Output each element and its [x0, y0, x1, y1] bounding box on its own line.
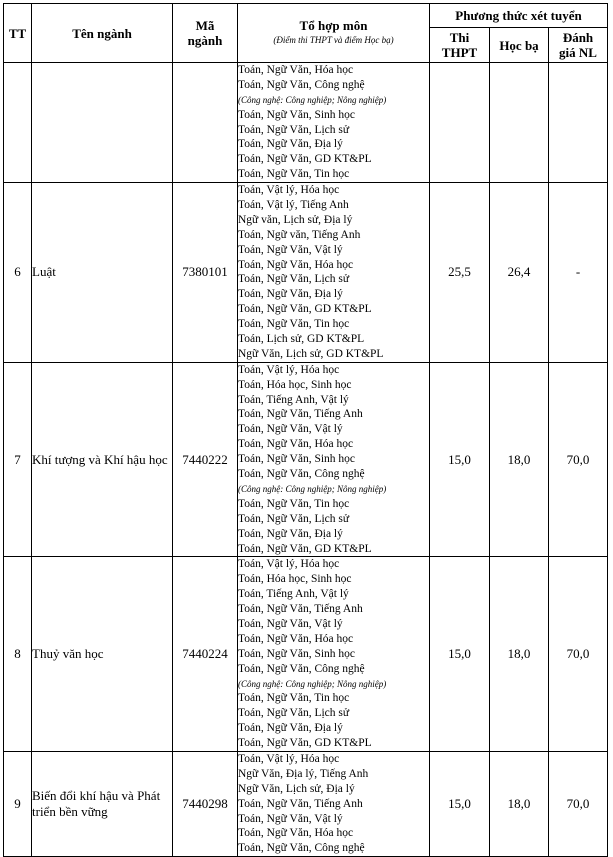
subject-combination: Toán, Ngữ văn, Tiếng Anh: [238, 228, 361, 241]
subject-combination: Toán, Ngữ Văn, Hóa học: [238, 632, 354, 645]
subject-combination: Toán, Ngữ Văn, Tiếng Anh: [238, 408, 363, 421]
major-name: Biến đổi khí hậu và Phát triển bền vững: [32, 751, 173, 856]
subject-combination: Toán, Ngữ Văn, Lịch sử: [238, 123, 350, 136]
score-dgnl: [549, 63, 608, 183]
admission-table: [3, 3, 608, 857]
header-tt: TT: [4, 4, 32, 63]
subject-combination: Toán, Vật lý, Hóa học: [238, 363, 340, 376]
subject-combination: Toán, Ngữ Văn, Hóa học: [238, 438, 354, 451]
subject-combination: Toán, Ngữ Văn, Lịch sử: [238, 273, 350, 286]
subject-combination: Toán, Ngữ Văn, Sinh học: [238, 108, 356, 121]
major-code: [173, 63, 238, 183]
subject-combination: Toán, Tiếng Anh, Vật lý: [238, 588, 349, 601]
subject-combination: Toán, Vật lý, Hóa học: [238, 752, 340, 765]
subject-combination: Toán, Ngữ Văn, Vật lý: [238, 423, 343, 436]
combination-note: (Công nghệ: Công nghiệp; Nông nghiệp): [238, 94, 387, 105]
subject-combination: Toán, Vật lý, Hóa học: [238, 558, 340, 571]
major-name: [32, 63, 173, 183]
subject-combination: Ngữ Văn, Lịch sử, Địa lý: [238, 782, 355, 795]
score-hocba: 18,0: [490, 557, 549, 752]
major-name: Luật: [32, 183, 173, 363]
subject-combination: Toán, Ngữ Văn, Tin học: [238, 497, 350, 510]
subject-combination: Ngữ văn, Lịch sử, Địa lý: [238, 213, 353, 226]
subject-combination: Toán, Ngữ Văn, GD KT&PL: [238, 737, 372, 750]
subject-combination: Toán, Ngữ Văn, Địa lý: [238, 138, 343, 151]
subject-combinations-cell: [238, 183, 430, 363]
major-code: 7380101: [173, 183, 238, 363]
subject-combination: Toán, Ngữ Văn, Lịch sử: [238, 707, 350, 720]
subject-combination: Toán, Ngữ Văn, Tin học: [238, 168, 350, 181]
subject-combination: Toán, Vật lý, Hóa học: [238, 184, 340, 197]
subject-combination: Toán, Ngữ Văn, GD KT&PL: [238, 153, 372, 166]
major-name: Khí tượng và Khí hậu học: [32, 362, 173, 557]
table-row: [4, 183, 608, 363]
subject-combination: Toán, Ngữ Văn, Vật lý: [238, 243, 343, 256]
row-number: [4, 63, 32, 183]
subject-combination: Toán, Ngữ Văn, Địa lý: [238, 288, 343, 301]
score-dgnl: 70,0: [549, 751, 608, 856]
subject-combination: Toán, Ngữ Văn, Vật lý: [238, 617, 343, 630]
table-row: [4, 557, 608, 752]
header-method-thpt: Thi THPT: [430, 28, 490, 63]
subject-combination: Toán, Ngữ Văn, Hóa học: [238, 258, 354, 271]
subject-combinations-cell: [238, 751, 430, 856]
row-number: 9: [4, 751, 32, 856]
subject-combination: Ngữ Văn, Lịch sử, GD KT&PL: [238, 347, 384, 360]
subject-combination: Toán, Hóa học, Sinh học: [238, 573, 352, 586]
header-subject-combinations: Tổ hợp môn (Điểm thi THPT và điểm Học bạ): [238, 4, 430, 63]
subject-combination: Toán, Lịch sử, GD KT&PL: [238, 333, 365, 346]
subject-combination: Toán, Ngữ Văn, Sinh học: [238, 453, 356, 466]
subject-combination: Toán, Hóa học, Sinh học: [238, 378, 352, 391]
subject-combination: Toán, Ngữ Văn, Tin học: [238, 318, 350, 331]
score-hocba: [490, 63, 549, 183]
subject-combination: Toán, Ngữ Văn, Công nghệ: [238, 468, 365, 481]
combination-note: (Công nghệ: Công nghiệp; Nông nghiệp): [238, 678, 387, 689]
subject-combination: Toán, Ngữ Văn, Địa lý: [238, 722, 343, 735]
header-method-hocba: Học bạ: [490, 28, 549, 63]
subject-combination: Toán, Ngữ Văn, Sinh học: [238, 647, 356, 660]
score-hocba: 18,0: [490, 362, 549, 557]
subject-combination: Toán, Ngữ Văn, Vật lý: [238, 812, 343, 825]
row-number: 8: [4, 557, 32, 752]
major-code: 7440224: [173, 557, 238, 752]
subject-combinations-cell: [238, 362, 430, 557]
score-thpt: 15,0: [430, 362, 490, 557]
subject-combinations-cell: [238, 557, 430, 752]
table-row: [4, 63, 608, 183]
subject-combination: Toán, Tiếng Anh, Vật lý: [238, 393, 349, 406]
table-row: [4, 751, 608, 856]
subject-combination: Toán, Ngữ Văn, Địa lý: [238, 527, 343, 540]
subject-combination: Toán, Ngữ Văn, Tiếng Anh: [238, 603, 363, 616]
subject-combinations-cell: [238, 63, 430, 183]
subject-combination: Toán, Ngữ Văn, GD KT&PL: [238, 542, 372, 555]
subject-combination: Toán, Ngữ Văn, Công nghệ: [238, 662, 365, 675]
major-code: 7440298: [173, 751, 238, 856]
subject-combination: Ngữ Văn, Địa lý, Tiếng Anh: [238, 767, 369, 780]
subject-combination: Toán, Ngữ Văn, Lịch sử: [238, 512, 350, 525]
score-dgnl: 70,0: [549, 362, 608, 557]
header-major-name: Tên ngành: [32, 4, 173, 63]
row-number: 6: [4, 183, 32, 363]
score-hocba: 18,0: [490, 751, 549, 856]
major-name: Thuỷ văn học: [32, 557, 173, 752]
subject-combination: Toán, Ngữ Văn, Hóa học: [238, 64, 354, 76]
score-dgnl: -: [549, 183, 608, 363]
subject-combination: Toán, Ngữ Văn, Công nghệ: [238, 842, 365, 855]
header-major-code: Mã ngành: [173, 4, 238, 63]
score-hocba: 26,4: [490, 183, 549, 363]
header-admission-methods: Phương thức xét tuyển: [430, 4, 608, 28]
subject-combination: Toán, Ngữ Văn, GD KT&PL: [238, 303, 372, 316]
row-number: 7: [4, 362, 32, 557]
score-dgnl: 70,0: [549, 557, 608, 752]
subject-combination: Toán, Ngữ Văn, Hóa học: [238, 827, 354, 840]
subject-combination: Toán, Vật lý, Tiếng Anh: [238, 199, 349, 212]
header-subject-combinations-note: (Điểm thi THPT và điểm Học bạ): [273, 35, 394, 45]
table-row: [4, 362, 608, 557]
combination-note: (Công nghệ: Công nghiệp; Nông nghiệp): [238, 483, 387, 494]
header-method-dgnl: Đánh giá NL: [549, 28, 608, 63]
subject-combination: Toán, Ngữ Văn, Tiếng Anh: [238, 797, 363, 810]
score-thpt: 15,0: [430, 557, 490, 752]
subject-combination: Toán, Ngữ Văn, Tin học: [238, 692, 350, 705]
major-code: 7440222: [173, 362, 238, 557]
score-thpt: [430, 63, 490, 183]
score-thpt: 25,5: [430, 183, 490, 363]
score-thpt: 15,0: [430, 751, 490, 856]
subject-combination: Toán, Ngữ Văn, Công nghệ: [238, 78, 365, 91]
